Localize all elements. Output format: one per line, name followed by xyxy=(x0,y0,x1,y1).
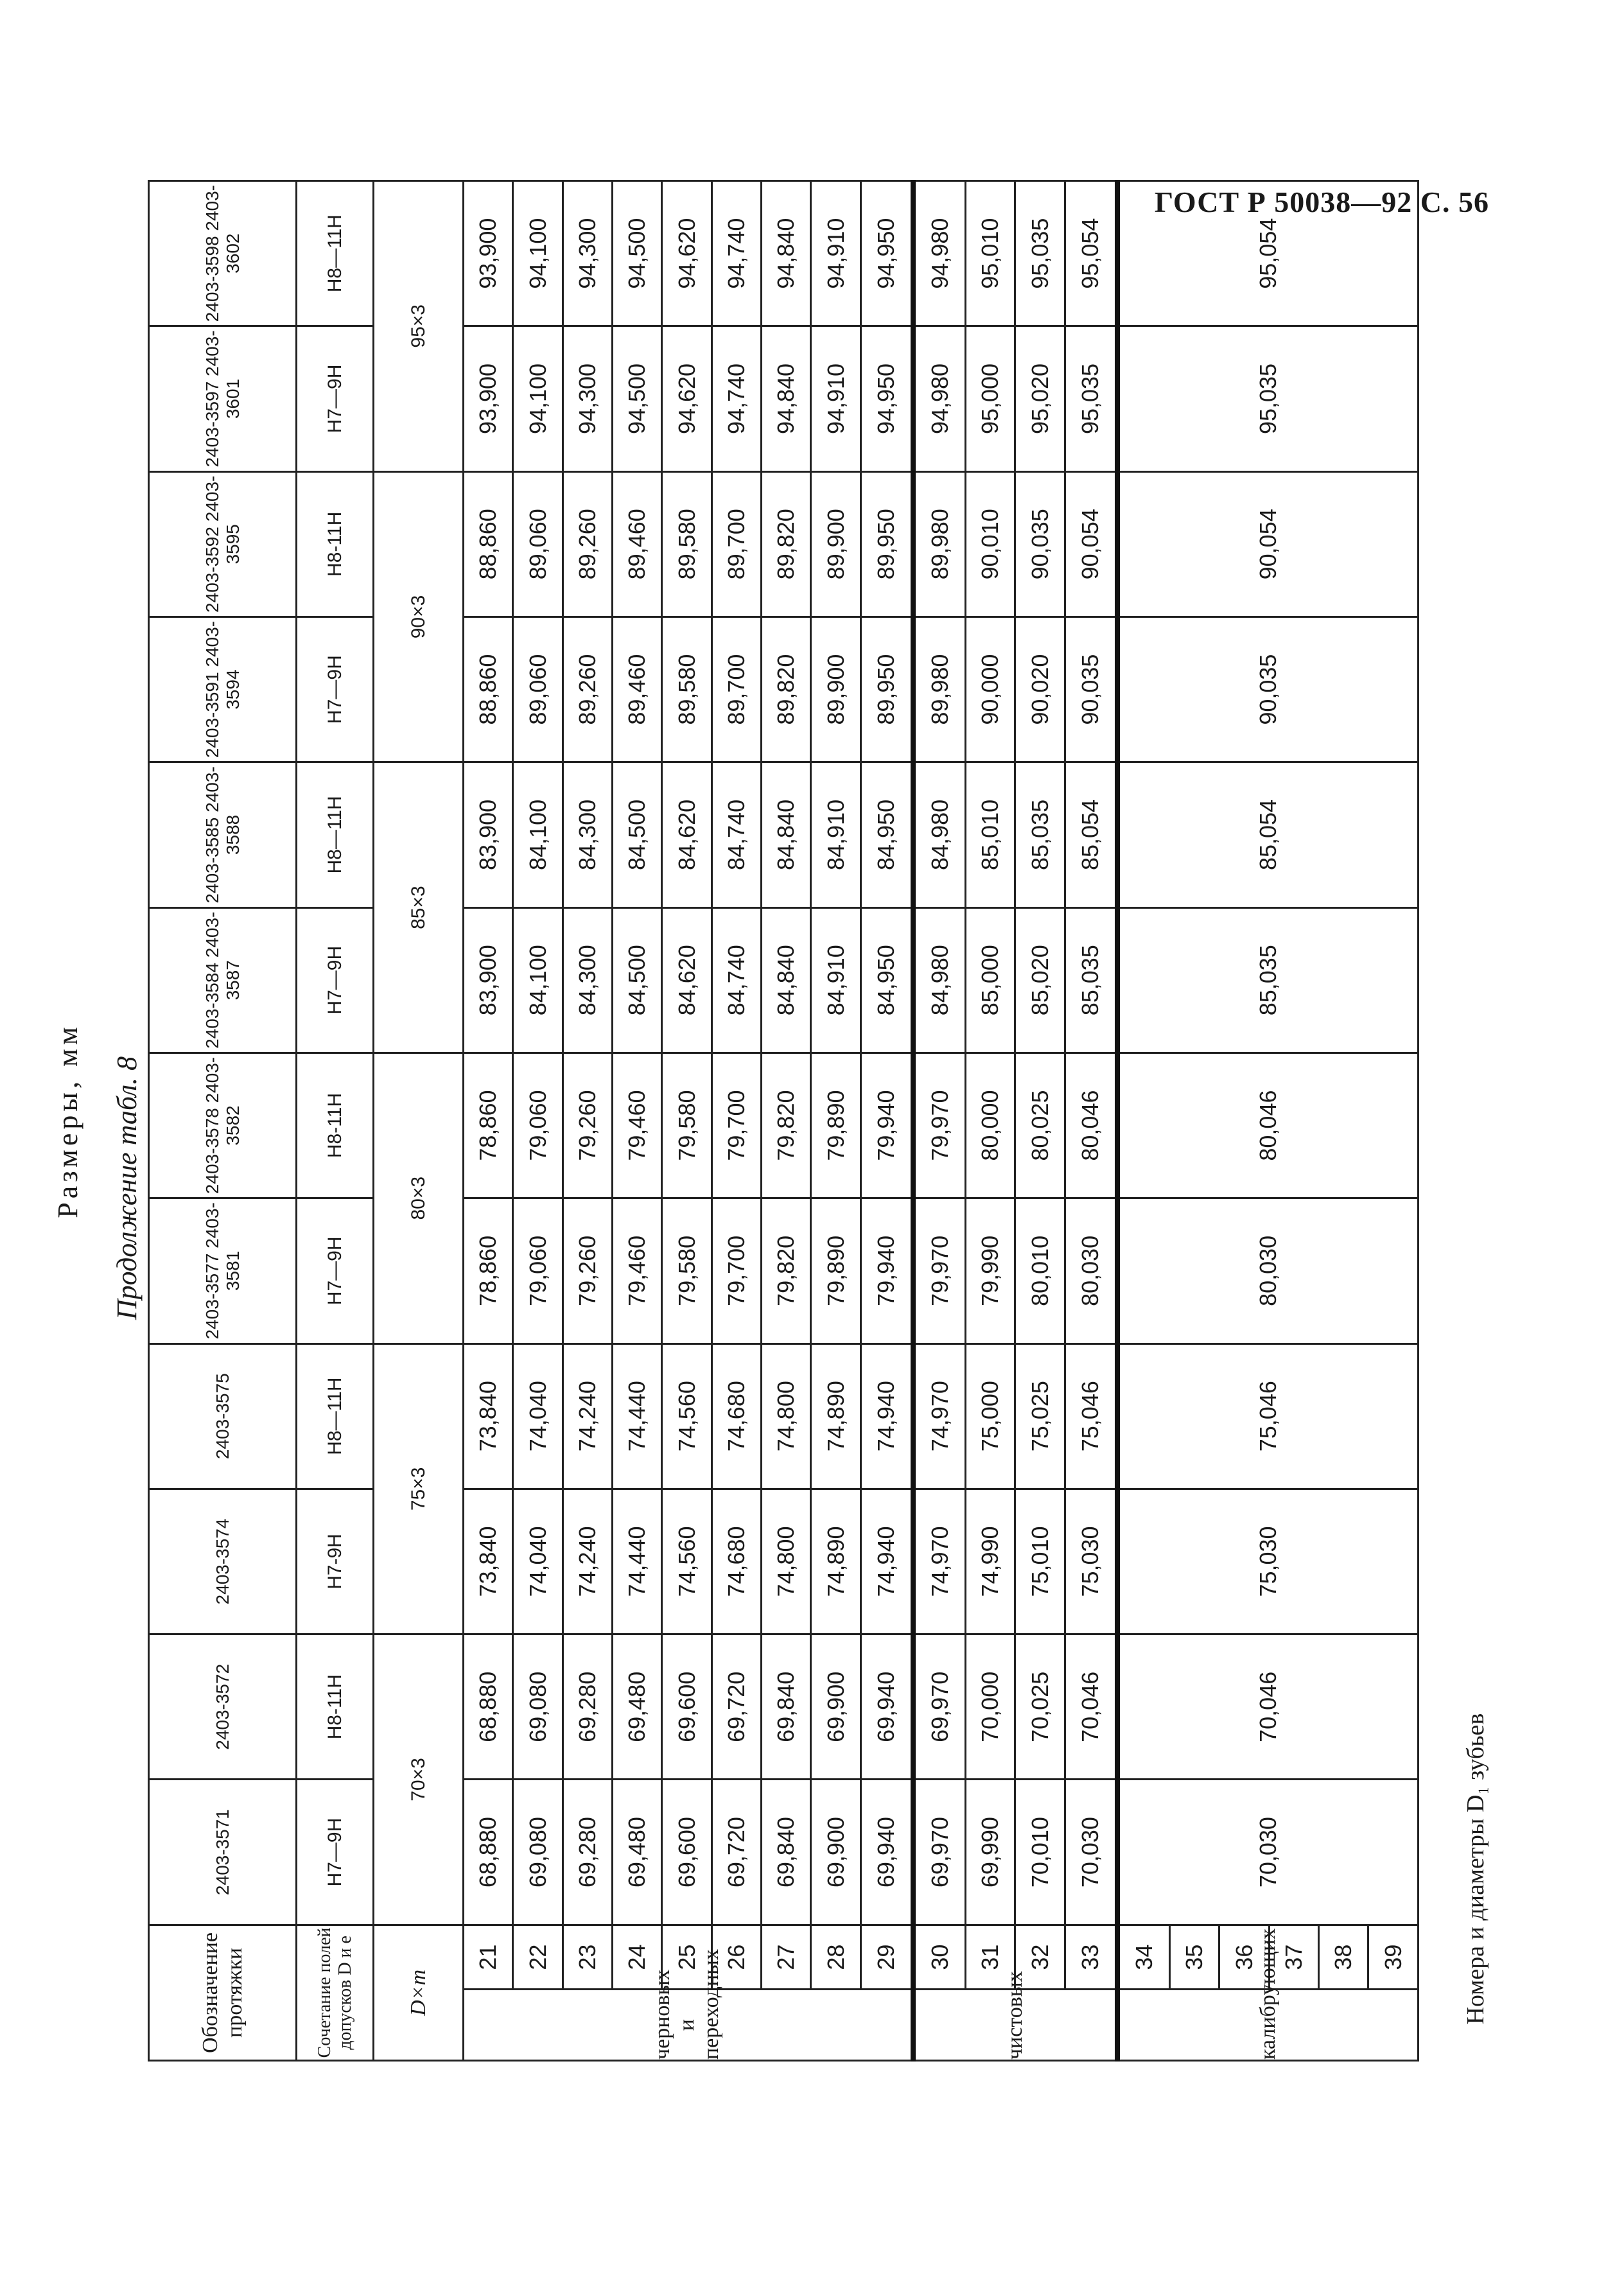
diameter-value: 84,620 xyxy=(662,762,712,907)
table-row xyxy=(712,181,761,2061)
diameter-value: 75,000 xyxy=(966,1344,1015,1489)
diameter-value: 74,890 xyxy=(811,1489,860,1634)
calibrating-value: 85,054 xyxy=(1117,762,1419,907)
diameter-value: 94,620 xyxy=(662,326,712,471)
column-code: 2403-3591 2403-3594 xyxy=(149,617,297,762)
column-code: 2403-3577 2403-3581 xyxy=(149,1198,297,1344)
diameter-value: 79,580 xyxy=(662,1198,712,1344)
diameter-value: 73,840 xyxy=(464,1489,513,1634)
diameter-value: 74,970 xyxy=(913,1344,966,1489)
diameter-value: 89,060 xyxy=(513,617,563,762)
calibrating-value: 80,030 xyxy=(1117,1198,1419,1344)
diameter-value: 79,700 xyxy=(712,1053,761,1198)
column-size: 95×3 xyxy=(374,181,464,472)
diameter-value: 80,046 xyxy=(1065,1053,1117,1198)
table-row xyxy=(464,181,513,2061)
diameter-value: 79,990 xyxy=(966,1198,1015,1344)
group-label: калибрующих xyxy=(1117,1990,1419,2061)
diameter-value: 88,860 xyxy=(464,471,513,617)
diameter-value: 69,940 xyxy=(860,1634,913,1780)
diameter-value: 95,054 xyxy=(1065,181,1117,326)
tooth-number: 26 xyxy=(712,1925,761,1990)
diameter-value: 89,820 xyxy=(762,617,811,762)
group-label: черновых и переходных xyxy=(464,1990,913,2061)
diameter-value: 89,980 xyxy=(913,617,966,762)
column-tolerance: H8—11H xyxy=(297,181,374,326)
diameter-value: 84,100 xyxy=(513,762,563,907)
diameter-value: 94,950 xyxy=(860,326,913,471)
diameter-value: 85,010 xyxy=(966,762,1015,907)
diameter-value: 75,010 xyxy=(1015,1489,1065,1634)
column-code: 2403-3571 xyxy=(149,1780,297,1925)
diameter-value: 74,440 xyxy=(613,1344,662,1489)
diameter-value: 85,035 xyxy=(1065,907,1117,1053)
diameter-value: 75,025 xyxy=(1015,1344,1065,1489)
diameter-value: 84,500 xyxy=(613,762,662,907)
column-code: 2403-3597 2403-3601 xyxy=(149,326,297,471)
diameter-value: 79,060 xyxy=(513,1053,563,1198)
diameter-value: 84,300 xyxy=(563,762,612,907)
diameter-value: 80,010 xyxy=(1015,1198,1065,1344)
tooth-number: 34 xyxy=(1117,1925,1170,1990)
diameter-value: 84,740 xyxy=(712,907,761,1053)
diameter-value: 75,046 xyxy=(1065,1344,1117,1489)
diameter-value: 84,910 xyxy=(811,907,860,1053)
diameter-value: 94,300 xyxy=(563,181,612,326)
diameter-value: 90,035 xyxy=(1065,617,1117,762)
diameter-value: 80,025 xyxy=(1015,1053,1065,1198)
diameter-value: 79,820 xyxy=(762,1053,811,1198)
tooth-number: 39 xyxy=(1368,1925,1419,1990)
diameter-value: 79,060 xyxy=(513,1198,563,1344)
calibrating-value: 80,046 xyxy=(1117,1053,1419,1198)
diameter-value: 69,600 xyxy=(662,1780,712,1925)
diameter-value: 73,840 xyxy=(464,1344,513,1489)
diameter-value: 94,950 xyxy=(860,181,913,326)
diameter-value: 95,010 xyxy=(966,181,1015,326)
tooth-number: 23 xyxy=(563,1925,612,1990)
side-label: Номера и диаметры D₁ зубьев xyxy=(1462,1713,1489,2025)
diameter-value: 69,840 xyxy=(762,1780,811,1925)
column-code: 2403-3575 xyxy=(149,1344,297,1489)
table-row xyxy=(613,181,662,2061)
diameter-value: 94,500 xyxy=(613,326,662,471)
tooth-number: 32 xyxy=(1015,1925,1065,1990)
tooth-number: 24 xyxy=(613,1925,662,1990)
diameter-value: 88,860 xyxy=(464,617,513,762)
tooth-number: 27 xyxy=(762,1925,811,1990)
diameter-value: 68,880 xyxy=(464,1634,513,1780)
diameter-value: 94,740 xyxy=(712,326,761,471)
diameter-value: 89,260 xyxy=(563,617,612,762)
diameter-value: 95,020 xyxy=(1015,326,1065,471)
diameter-value: 94,620 xyxy=(662,181,712,326)
diameter-value: 90,000 xyxy=(966,617,1015,762)
diameter-value: 79,940 xyxy=(860,1053,913,1198)
diameter-value: 95,000 xyxy=(966,326,1015,471)
column-tolerance: H8-11H xyxy=(297,1053,374,1198)
diameter-value: 85,000 xyxy=(966,907,1015,1053)
diameter-value: 84,300 xyxy=(563,907,612,1053)
diameter-value: 69,280 xyxy=(563,1780,612,1925)
diameter-value: 79,970 xyxy=(913,1053,966,1198)
diameter-value: 84,840 xyxy=(762,907,811,1053)
diameter-value: 84,980 xyxy=(913,762,966,907)
tooth-number: 28 xyxy=(811,1925,860,1990)
diameter-value: 93,900 xyxy=(464,181,513,326)
diameter-value: 70,000 xyxy=(966,1634,1015,1780)
calibrating-value: 70,046 xyxy=(1117,1634,1419,1780)
calibrating-value: 85,035 xyxy=(1117,907,1419,1053)
diameter-value: 79,460 xyxy=(613,1198,662,1344)
diameter-value: 69,480 xyxy=(613,1634,662,1780)
diameter-value: 74,560 xyxy=(662,1489,712,1634)
diameter-value: 89,260 xyxy=(563,471,612,617)
tolerance-label: Сочетание полей допусков D и e xyxy=(297,1925,374,2060)
column-tolerance: H7—9H xyxy=(297,326,374,471)
diameter-value: 69,900 xyxy=(811,1780,860,1925)
diameter-value: 75,030 xyxy=(1065,1489,1117,1634)
diameter-value: 93,900 xyxy=(464,326,513,471)
column-tolerance: H8-11H xyxy=(297,471,374,617)
column-tolerance: H7—9H xyxy=(297,617,374,762)
diameter-value: 70,025 xyxy=(1015,1634,1065,1780)
column-size: 75×3 xyxy=(374,1344,464,1634)
diameter-value: 84,100 xyxy=(513,907,563,1053)
diameter-value: 69,480 xyxy=(613,1780,662,1925)
diameter-value: 69,990 xyxy=(966,1780,1015,1925)
diameter-value: 74,680 xyxy=(712,1489,761,1634)
diameter-value: 84,910 xyxy=(811,762,860,907)
tooth-number: 38 xyxy=(1319,1925,1368,1990)
diameter-value: 78,860 xyxy=(464,1198,513,1344)
diameter-value: 70,046 xyxy=(1065,1634,1117,1780)
column-code: 2403-3584 2403-3587 xyxy=(149,907,297,1053)
diameter-value: 94,840 xyxy=(762,181,811,326)
calibrating-value: 95,035 xyxy=(1117,326,1419,471)
column-tolerance: H7—9H xyxy=(297,907,374,1053)
column-size: 90×3 xyxy=(374,471,464,762)
diameter-value: 79,460 xyxy=(613,1053,662,1198)
diameter-value: 90,020 xyxy=(1015,617,1065,762)
diameter-value: 85,054 xyxy=(1065,762,1117,907)
diameter-value: 74,800 xyxy=(762,1489,811,1634)
diameter-value: 69,720 xyxy=(712,1780,761,1925)
tooth-number: 31 xyxy=(966,1925,1015,1990)
diameter-value: 74,800 xyxy=(762,1344,811,1489)
calibrating-value: 75,030 xyxy=(1117,1489,1419,1634)
continuation-caption: Продолжение табл. 8 xyxy=(111,1056,143,1320)
diameter-value: 80,030 xyxy=(1065,1198,1117,1344)
tooth-number: 33 xyxy=(1065,1925,1117,1990)
diameter-value: 89,580 xyxy=(662,617,712,762)
column-code: 2403-3574 xyxy=(149,1489,297,1634)
diameter-value: 84,620 xyxy=(662,907,712,1053)
tooth-number: 36 xyxy=(1219,1925,1269,1990)
diameter-value: 90,054 xyxy=(1065,471,1117,617)
diameter-value: 95,035 xyxy=(1065,326,1117,471)
calibrating-value: 75,046 xyxy=(1117,1344,1419,1489)
diameter-value: 85,035 xyxy=(1015,762,1065,907)
diameter-value: 94,500 xyxy=(613,181,662,326)
diameter-value: 94,740 xyxy=(712,181,761,326)
table-row xyxy=(811,181,860,2061)
group-label: чистовых xyxy=(913,1990,1117,2061)
calibrating-value: 90,035 xyxy=(1117,617,1419,762)
diameter-value: 84,950 xyxy=(860,907,913,1053)
diameter-value: 79,940 xyxy=(860,1198,913,1344)
diameter-value: 74,240 xyxy=(563,1489,612,1634)
diameter-value: 69,940 xyxy=(860,1780,913,1925)
tooth-number: 22 xyxy=(513,1925,563,1990)
diameter-value: 95,035 xyxy=(1015,181,1065,326)
diameter-value: 90,035 xyxy=(1015,471,1065,617)
diameter-value: 74,560 xyxy=(662,1344,712,1489)
diameter-value: 89,950 xyxy=(860,471,913,617)
diameter-value: 74,990 xyxy=(966,1489,1015,1634)
diameter-value: 74,440 xyxy=(613,1489,662,1634)
column-code: 2403-3585 2403-3588 xyxy=(149,762,297,907)
diameter-value: 94,100 xyxy=(513,181,563,326)
table-row xyxy=(762,181,811,2061)
diameter-value: 69,080 xyxy=(513,1780,563,1925)
calibrating-value: 70,030 xyxy=(1117,1780,1419,1925)
table-row xyxy=(662,181,712,2061)
diameter-value: 70,030 xyxy=(1065,1780,1117,1925)
diameter-value: 84,500 xyxy=(613,907,662,1053)
diameter-value: 79,580 xyxy=(662,1053,712,1198)
diameter-value: 84,740 xyxy=(712,762,761,907)
tooth-number: 30 xyxy=(913,1925,966,1990)
diameter-value: 79,700 xyxy=(712,1198,761,1344)
column-tolerance: H8—11H xyxy=(297,1344,374,1489)
diameter-value: 79,890 xyxy=(811,1198,860,1344)
diameter-value: 90,010 xyxy=(966,471,1015,617)
column-tolerance: H7—9H xyxy=(297,1198,374,1344)
tooth-number: 21 xyxy=(464,1925,513,1990)
diameter-value: 89,460 xyxy=(613,471,662,617)
table-row xyxy=(563,181,612,2061)
diameter-value: 70,010 xyxy=(1015,1780,1065,1925)
column-tolerance: H8-11H xyxy=(297,1634,374,1780)
page-header: ГОСТ Р 50038—92 С. 56 xyxy=(1154,186,1489,218)
column-code: 2403-3598 2403-3602 xyxy=(149,181,297,326)
diameter-value: 89,060 xyxy=(513,471,563,617)
diameter-value: 89,700 xyxy=(712,617,761,762)
diameter-value: 80,000 xyxy=(966,1053,1015,1198)
diameter-value: 69,970 xyxy=(913,1634,966,1780)
table-row xyxy=(1065,181,1117,2061)
diameter-value: 69,080 xyxy=(513,1634,563,1780)
diameter-value: 94,910 xyxy=(811,181,860,326)
column-code: 2403-3578 2403-3582 xyxy=(149,1053,297,1198)
table-row xyxy=(1015,181,1065,2061)
diameter-value: 78,860 xyxy=(464,1053,513,1198)
diameter-value: 79,260 xyxy=(563,1053,612,1198)
column-tolerance: H7—9H xyxy=(297,1780,374,1925)
diameter-value: 94,980 xyxy=(913,181,966,326)
dxm-label: D×m xyxy=(374,1925,464,2060)
size-title: Размеры, мм xyxy=(52,1023,83,1218)
tooth-number: 35 xyxy=(1170,1925,1219,1990)
table-row xyxy=(860,181,913,2061)
tooth-number: 37 xyxy=(1269,1925,1318,1990)
diameter-value: 85,020 xyxy=(1015,907,1065,1053)
diameter-value: 79,890 xyxy=(811,1053,860,1198)
diameter-value: 74,680 xyxy=(712,1344,761,1489)
diameter-value: 89,900 xyxy=(811,617,860,762)
calibrating-value: 95,054 xyxy=(1117,181,1419,326)
diameter-value: 68,880 xyxy=(464,1780,513,1925)
diameter-value: 79,970 xyxy=(913,1198,966,1344)
diameter-value: 89,820 xyxy=(762,471,811,617)
table-row xyxy=(913,181,966,2061)
diameter-value: 69,720 xyxy=(712,1634,761,1780)
diameter-value: 74,890 xyxy=(811,1344,860,1489)
diameter-value: 74,040 xyxy=(513,1344,563,1489)
diameter-value: 94,910 xyxy=(811,326,860,471)
column-tolerance: H8—11H xyxy=(297,762,374,907)
diameter-value: 69,900 xyxy=(811,1634,860,1780)
column-size: 85×3 xyxy=(374,762,464,1053)
column-code: 2403-3592 2403-3595 xyxy=(149,471,297,617)
diameter-value: 89,580 xyxy=(662,471,712,617)
diameter-value: 69,600 xyxy=(662,1634,712,1780)
table-row xyxy=(1117,181,1170,2061)
diameter-value: 83,900 xyxy=(464,907,513,1053)
diameter-value: 94,980 xyxy=(913,326,966,471)
column-tolerance: H7-9H xyxy=(297,1489,374,1634)
diameter-value: 89,950 xyxy=(860,617,913,762)
dimensions-table xyxy=(148,180,1419,2062)
diameter-value: 74,940 xyxy=(860,1489,913,1634)
designation-label: Обозначение протяжки xyxy=(149,1925,297,2060)
diameter-value: 74,940 xyxy=(860,1344,913,1489)
diameter-value: 94,840 xyxy=(762,326,811,471)
diameter-value: 84,980 xyxy=(913,907,966,1053)
diameter-value: 84,950 xyxy=(860,762,913,907)
diameter-value: 89,460 xyxy=(613,617,662,762)
column-size: 80×3 xyxy=(374,1053,464,1344)
diameter-value: 84,840 xyxy=(762,762,811,907)
diameter-value: 69,970 xyxy=(913,1780,966,1925)
diameter-value: 89,700 xyxy=(712,471,761,617)
column-size: 70×3 xyxy=(374,1634,464,1925)
calibrating-value: 90,054 xyxy=(1117,471,1419,617)
diameter-value: 74,970 xyxy=(913,1489,966,1634)
tooth-number: 25 xyxy=(662,1925,712,1990)
diameter-value: 94,300 xyxy=(563,326,612,471)
tooth-number: 29 xyxy=(860,1925,913,1990)
diameter-value: 83,900 xyxy=(464,762,513,907)
diameter-value: 89,900 xyxy=(811,471,860,617)
diameter-value: 69,840 xyxy=(762,1634,811,1780)
diameter-value: 69,280 xyxy=(563,1634,612,1780)
diameter-value: 94,100 xyxy=(513,326,563,471)
diameter-value: 89,980 xyxy=(913,471,966,617)
diameter-value: 79,820 xyxy=(762,1198,811,1344)
table-row xyxy=(513,181,563,2061)
diameter-value: 74,240 xyxy=(563,1344,612,1489)
table-row xyxy=(966,181,1015,2061)
diameter-value: 79,260 xyxy=(563,1198,612,1344)
column-code: 2403-3572 xyxy=(149,1634,297,1780)
diameter-value: 74,040 xyxy=(513,1489,563,1634)
